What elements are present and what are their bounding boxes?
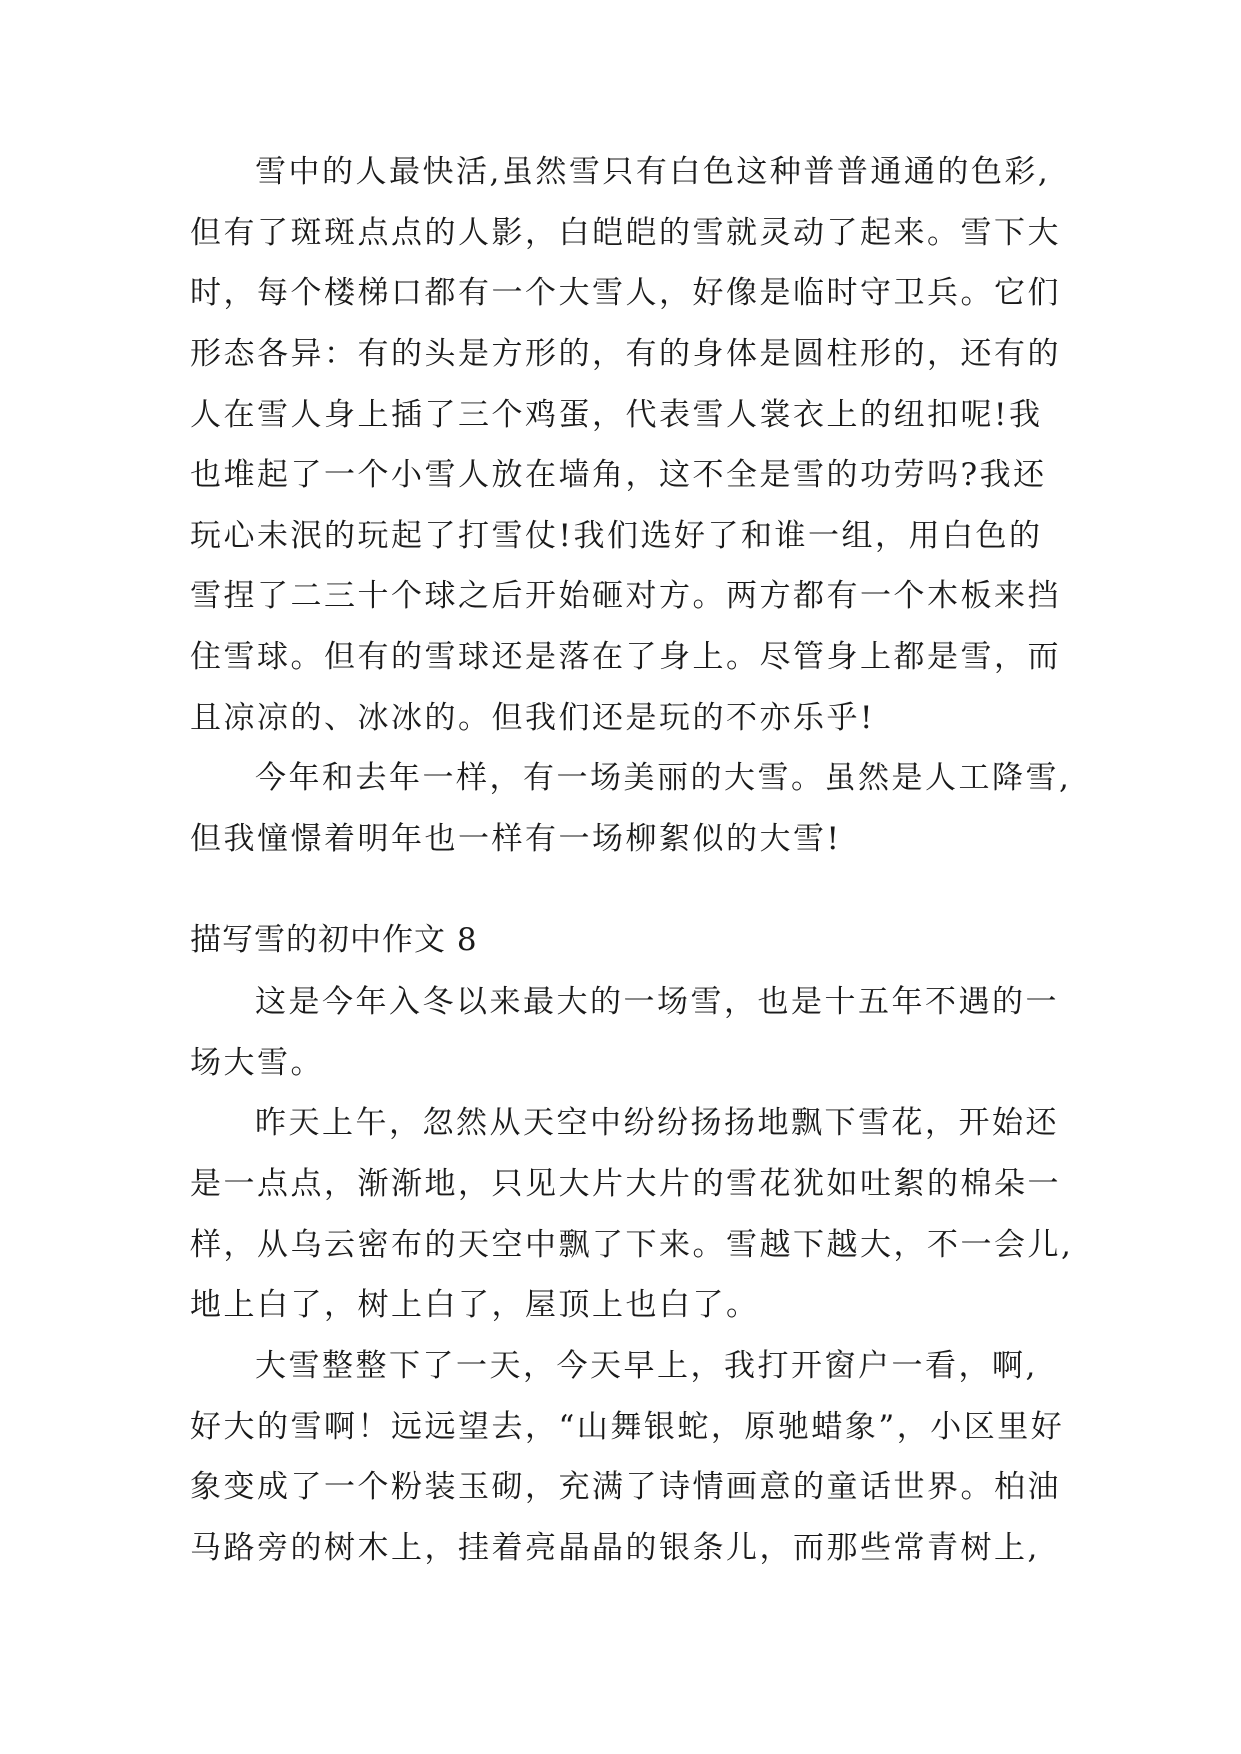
paragraph-line: 人在雪人身上插了三个鸡蛋，代表雪人裳衣上的纽扣呢!我	[190, 397, 1043, 433]
paragraph-line: 但有了斑斑点点的人影，白皑皑的雪就灵动了起来。雪下大	[190, 215, 1061, 251]
paragraph-line: 今年和去年一样，有一场美丽的大雪。虽然是人工降雪,	[255, 760, 1072, 796]
paragraph-line: 象变成了一个粉装玉砌，充满了诗情画意的童话世界。柏油	[190, 1469, 1061, 1505]
paragraph-line: 样，从乌云密布的天空中飘了下来。雪越下越大，不一会儿,	[190, 1227, 1074, 1263]
paragraph-line: 且凉凉的、冰冰的。但我们还是玩的不亦乐乎!	[190, 700, 875, 736]
paragraph-line: 也堆起了一个小雪人放在墙角，这不全是雪的功劳吗?我还	[190, 457, 1047, 493]
paragraph-line: 雪捏了二三十个球之后开始砸对方。两方都有一个木板来挡	[190, 578, 1061, 614]
paragraph-line: 马路旁的树木上，挂着亮晶晶的银条儿，而那些常青树上,	[190, 1530, 1040, 1566]
paragraph-line: 场大雪。	[190, 1045, 324, 1081]
paragraph-line: 住雪球。但有的雪球还是落在了身上。尽管身上都是雪，而	[190, 639, 1061, 675]
section-title: 描写雪的初中作文 8	[190, 922, 478, 958]
paragraph-line: 大雪整整下了一天，今天早上，我打开窗户一看，啊,	[255, 1348, 1038, 1384]
paragraph-line: 但我憧憬着明年也一样有一场柳絮似的大雪!	[190, 821, 842, 857]
paragraph-line: 时，每个楼梯口都有一个大雪人，好像是临时守卫兵。它们	[190, 275, 1061, 311]
paragraph-line: 雪中的人最快活,虽然雪只有白色这种普普通通的色彩,	[255, 154, 1051, 190]
paragraph-line: 这是今年入冬以来最大的一场雪，也是十五年不遇的一	[255, 984, 1059, 1020]
paragraph-line: 昨天上午，忽然从天空中纷纷扬扬地飘下雪花，开始还	[255, 1105, 1059, 1141]
paragraph-line: 地上白了，树上白了，屋顶上也白了。	[190, 1287, 760, 1323]
paragraph-line: 好大的雪啊！远远望去，“山舞银蛇，原驰蜡象”，小区里好	[190, 1409, 1065, 1445]
paragraph-line: 玩心未泯的玩起了打雪仗!我们选好了和谁一组，用白色的	[190, 518, 1043, 554]
paragraph-line: 形态各异：有的头是方形的，有的身体是圆柱形的，还有的	[190, 336, 1061, 372]
paragraph-line: 是一点点，渐渐地，只见大片大片的雪花犹如吐絮的棉朵一	[190, 1166, 1061, 1202]
